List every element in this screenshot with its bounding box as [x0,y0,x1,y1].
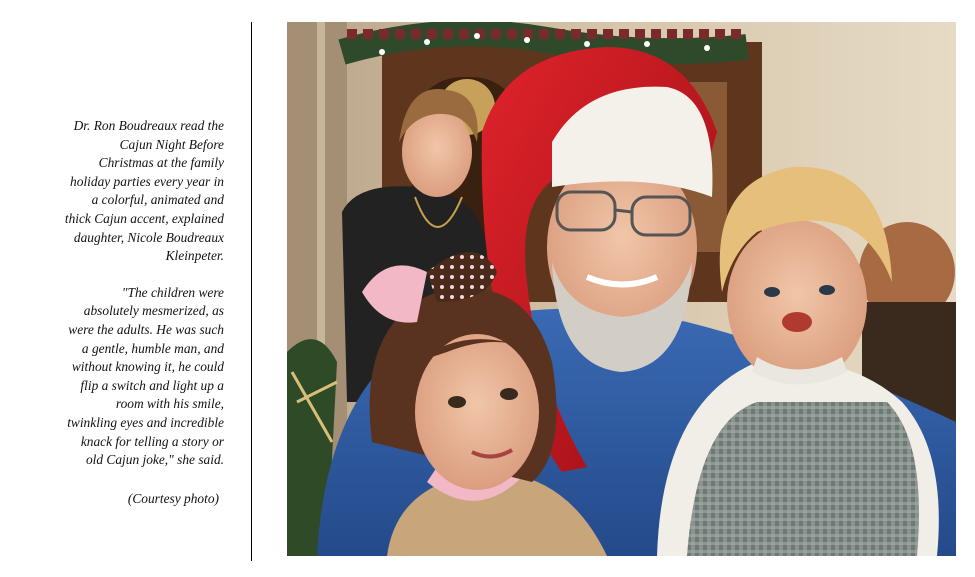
photo-credit: (Courtesy photo) [127,490,219,506]
caption-paragraph-2: "The children were absolutely mesmerized, as were the adults. He was such a gentle, humble man, and without knowing it, he could flip a switch and light up a room with his smile, twinkling eyes and incredible knack for telling a story or old Cajun joke," she said. [67,284,224,468]
column-divider [251,22,252,561]
photo-caption [18,117,224,526]
family-christmas-photo [287,22,956,556]
caption-paragraph-1: Dr. Ron Boudreaux read the Cajun Night Before Christmas at the family holiday parties every year in a colorful, animated and thick Cajun accent, explained daughter, Nicole Boudreaux Kleinpeter. [64,118,224,264]
christmas-garland [342,33,747,55]
